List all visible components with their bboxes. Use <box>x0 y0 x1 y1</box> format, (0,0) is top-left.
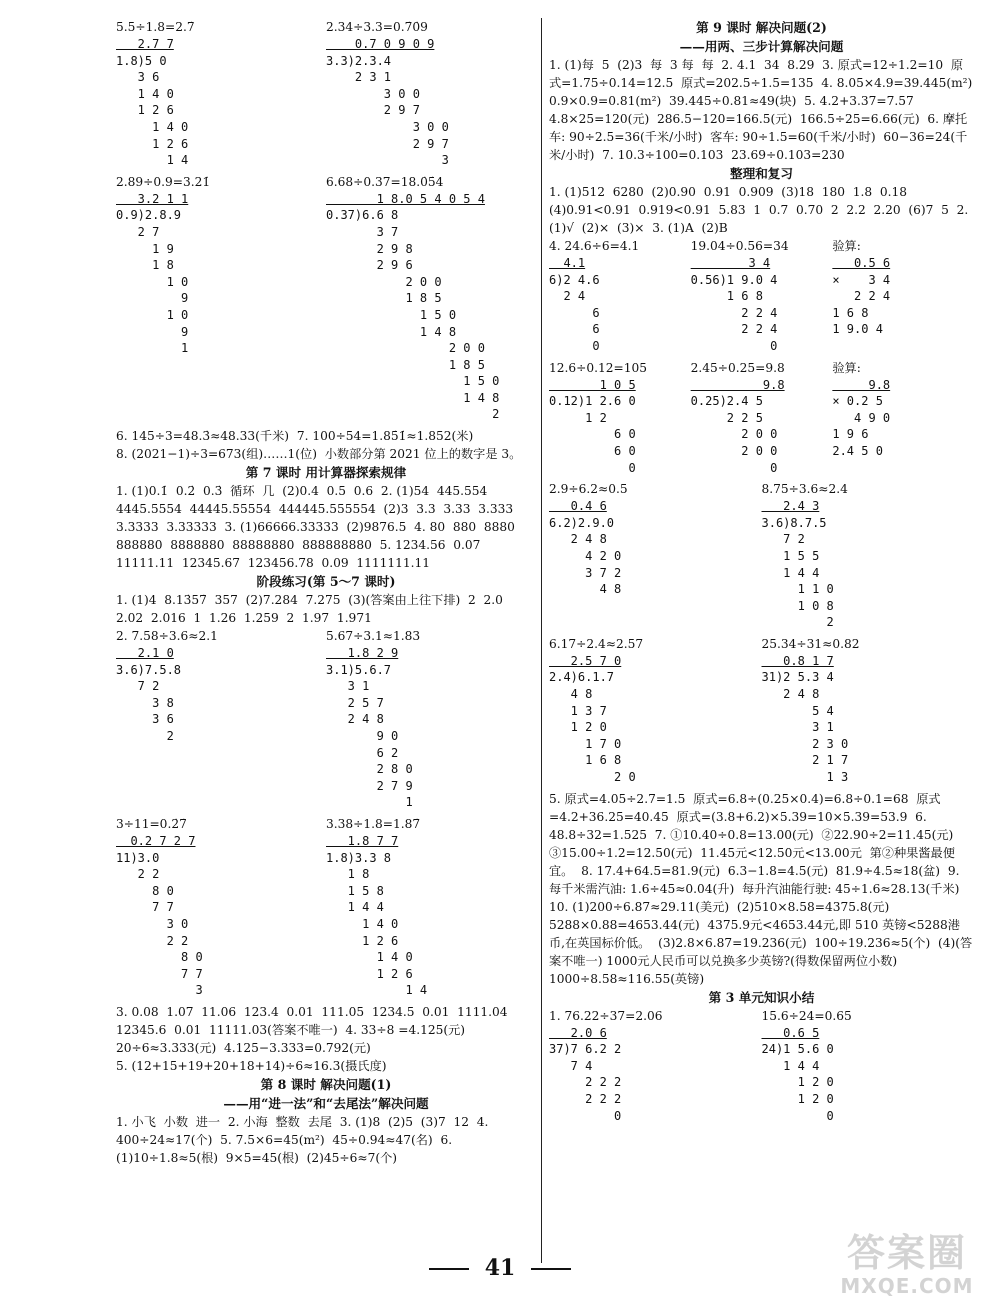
division-line: 2 7 <box>116 224 160 239</box>
division-item <box>549 635 762 786</box>
division-line: 2 3 0 <box>761 736 849 751</box>
division-line: 6 <box>549 305 600 320</box>
division-equation: 12.6÷0.12=105 <box>549 360 647 375</box>
division-line: 1 9 6 <box>832 427 869 442</box>
long-division <box>549 653 762 786</box>
division-line: 0 <box>690 338 778 353</box>
division-line: 2.4 3 <box>761 499 820 514</box>
answer-text: 1. 小飞 小数 进一 2. 小海 整数 去尾 3. (1)8 (2)5 (3)7 12 4. 400÷24≈17(个) 5. 7.5×6=45(m²) 45÷0.94≈47(名) 6. (1)10÷1.8≈5(根) 9×5=45(根) (2)45÷6≈7(个) <box>116 1114 493 1165</box>
section-heading: 第 3 单元知识小结 <box>708 989 815 1005</box>
division-line: 1 4 0 <box>326 916 399 931</box>
long-division <box>116 36 326 169</box>
division-line: 2 2 2 <box>549 1075 622 1090</box>
division-line: 1 8 <box>116 258 174 273</box>
long-division <box>762 653 975 786</box>
division-line: 2.4 5 0 <box>832 443 883 458</box>
division-line: 1 4 4 <box>761 565 820 580</box>
answer-text: 1. (1)每 5 (2)3 每 3 每 每 2. 4.1 34 8.29 3. 原式=12÷1.2=10 原式=1.75÷0.14=12.5 原式=202.5÷1.5=135 4. 8.05×4.9=39.445(m²) 0.9×0.9=0.81(m²) 39.445÷0.81≈49(块) 5. 4.2+3.37=7.57 4.8×25=120(元) 286.5−120=166.5(元) 166.5÷25=6.66(元) 6. 摩托车: 90÷2.5=36(千米/小时) 客车: 90÷1.5=60(千米/小时) 60−36=24(千米/小时) 7. 10.3÷100=0.103 23.69÷0.103=230 <box>549 58 981 162</box>
long-division <box>326 833 536 999</box>
division-line: 1 3 7 <box>549 703 607 718</box>
division-item <box>832 359 974 477</box>
division-line: 3 7 <box>326 224 399 239</box>
division-line: 1 0 5 <box>549 377 636 392</box>
division-line: 6.2)2.9.0 <box>549 515 615 530</box>
division-line: 9 <box>116 291 189 306</box>
division-line: 1.8 7 7 <box>326 834 399 848</box>
division-item <box>116 627 326 811</box>
long-division <box>116 833 326 999</box>
division-item <box>549 1007 762 1125</box>
division-line: 2 5 7 <box>326 695 384 710</box>
division-line: 2.4)6.1.7 <box>549 670 615 685</box>
division-line: 1 5 5 <box>761 548 820 563</box>
division-line: 2 2 2 <box>549 1092 622 1106</box>
division-line: 0.8 1 7 <box>761 653 834 668</box>
division-line: 3 0 <box>116 916 189 931</box>
division-line: 1 3 <box>761 770 849 785</box>
long-division <box>116 645 326 745</box>
division-line: 6 0 <box>549 443 636 458</box>
long-division <box>762 1025 975 1125</box>
division-equation: 2.45÷0.25=9.8 <box>690 360 785 375</box>
right-column <box>549 18 981 1128</box>
page-number: 41 <box>484 1255 516 1281</box>
division-equation: 3÷11=0.2̇7̇ <box>116 817 187 831</box>
long-division <box>116 191 326 357</box>
division-line: 0 <box>549 1108 622 1123</box>
division-line: 2 2 4 <box>832 289 891 304</box>
answer-text: 10. (1)200÷6.87≈29.11(美元) (2)510×8.58=4375.8(元) 5288×0.88=4653.44(元) 4375.9元<4653.44元,即 510 英镑<5288港币,在英国标价低。 (3)2.8×6.87=19.236(元) 100÷19.236≈5(个) (4)(答案不唯一) 1000元人民币可以兑换多少英镑?(得数保留两位小数) 1000÷8.58≈116.55(英镑) <box>549 899 973 986</box>
division-line: 1 4 0 <box>116 119 189 134</box>
division-line: 1 2 0 <box>761 1075 834 1090</box>
division-line: 1 8 <box>326 867 370 882</box>
division-line: 3 1 <box>326 679 370 694</box>
division-line: 24)1 5.6 0 <box>761 1042 834 1057</box>
division-line: 0.37)6.6 8 <box>326 208 399 223</box>
division-equation: 15.6÷24=0.65 <box>761 1008 852 1023</box>
division-line: 1 7 0 <box>549 736 622 751</box>
division-equation: 2. 7.58÷3.6≈2.1 <box>116 629 218 644</box>
division-line: 3 0 0 <box>326 86 420 101</box>
long-division <box>549 255 691 355</box>
division-item <box>762 635 975 786</box>
answer-text: 6. 145÷3=48.3̇≈48.33(千米) 7. 100÷54=1.85̇1̇≈1.852(米) <box>116 429 474 444</box>
division-line: 1 4 <box>326 983 428 998</box>
division-line: 2 4 8 <box>761 687 820 702</box>
division-line: 2 0 0 <box>690 443 778 458</box>
division-line: 2 8 0 <box>326 762 413 777</box>
division-equation: 2.34÷3.3=0.7̇0̇9 <box>326 20 428 34</box>
division-line: 4 9 0 <box>832 410 891 425</box>
division-line: 4.1 <box>549 256 586 270</box>
division-line: 3 4 <box>690 256 771 270</box>
section-heading: ——用“进一法”和“去尾法”解决问题 <box>223 1095 429 1111</box>
division-equation: 3.38÷1.8=1.87̇ <box>326 817 421 831</box>
division-item <box>326 173 536 423</box>
section-heading: 第 8 课时 解决问题(1) <box>260 1076 392 1092</box>
division-line: 0.4 6 <box>549 499 607 514</box>
division-line: 2.5 7 0 <box>549 653 622 668</box>
section-heading: 整理和复习 <box>730 166 793 181</box>
answer-text: 1. (1)512 6280 (2)0.90 0.91 0.909 (3)18 180 1.8 0.18 (4)0.91<0.91 0.919<0.91 5.83 1 0.7 0.70 2 2.2 2.20 (6)7 5 2. (1)√ (2)× (3)× 3. (1)A (2)B <box>549 185 973 235</box>
division-line: 2 0 0 <box>326 274 442 289</box>
division-line: 1 <box>326 795 413 810</box>
division-line: 0 <box>549 460 636 475</box>
division-line: 37)7 6.2 2 <box>549 1042 622 1057</box>
division-line: 1 4 8 <box>326 324 457 339</box>
division-line: 7 2 <box>116 679 160 694</box>
long-division <box>832 255 974 338</box>
check-label: 验算: <box>832 360 861 375</box>
division-equation: 6.68÷0.37=18.0̇5̇4 <box>326 174 444 189</box>
division-line: 3 7 2 <box>549 565 622 580</box>
division-equation: 8.75÷3.6≈2.4 <box>761 482 848 497</box>
division-line: 9.8 <box>832 377 891 392</box>
division-line: 7 7 <box>116 900 174 915</box>
division-line: 8 0 <box>116 950 203 965</box>
division-row <box>549 635 974 786</box>
division-item <box>691 359 833 477</box>
watermark-url: MXQE.COM <box>840 1274 974 1298</box>
division-line: 1 9 <box>116 241 174 256</box>
answer-text: 8. (2021−1)÷3=673(组)……1(位) 小数部分第 2021 位上的数字是 3。 <box>116 447 522 462</box>
division-line: 0.25)2.4 5 <box>690 394 763 409</box>
answer-text: 3. 0.08 1.07 11.06 123.4 0.01 111.05 1234.5 0.01 1111.04 12345.6 0.01 11111.03(答案不唯一) 4. 33÷8 =4.125(元) 20÷6≈3.333(元) 4.125−3.333=0.792(元) <box>116 1004 516 1055</box>
division-item <box>832 237 974 355</box>
division-line: 2 4 <box>549 289 586 304</box>
division-line: 3.6)8.7.5 <box>761 515 827 530</box>
division-line: 1 2 6 <box>116 136 189 151</box>
division-line: 2 4 8 <box>326 712 384 727</box>
division-line: 1 4 4 <box>761 1058 820 1073</box>
division-line: 2 0 0 <box>690 427 778 442</box>
division-row <box>549 237 974 355</box>
division-line: 0.9)2.8.9 <box>116 208 182 223</box>
division-line: 1 4 0 <box>326 950 413 965</box>
division-line: 1 2 6 <box>116 103 174 118</box>
division-row <box>116 815 536 999</box>
division-line: 1 <box>116 341 189 356</box>
division-line: 2.0 6 <box>549 1025 607 1040</box>
division-line: 1 1 0 <box>761 582 834 597</box>
division-line: 2 2 <box>116 867 160 882</box>
division-line: 3.6)7.5.8 <box>116 662 182 677</box>
division-line: 2 9 7 <box>326 136 449 151</box>
division-line: 7 2 <box>761 532 805 547</box>
division-line: 1 2 6 <box>326 933 399 948</box>
division-equation: 19.04÷0.56=34 <box>690 239 789 253</box>
long-division <box>549 498 762 598</box>
division-line: 1 2 0 <box>549 720 607 735</box>
division-item <box>691 237 833 355</box>
division-line: 2.1 0 <box>116 646 174 661</box>
division-line: 9 0 <box>326 729 399 744</box>
division-line: 2 1 7 <box>761 753 849 768</box>
long-division <box>549 1025 762 1125</box>
division-line: 1 0 8 <box>761 598 834 613</box>
division-line: 1 8.0 5 4 0 5 4 <box>326 191 485 206</box>
division-line: 3 6 <box>116 712 174 727</box>
division-equation: 2.89÷0.9=3.21̇ <box>116 174 211 189</box>
division-line: 2 0 <box>549 770 636 785</box>
division-line: 1 6 8 <box>690 289 763 304</box>
division-line: 0.56)1 9.0 4 <box>690 272 778 287</box>
division-line: 1 2 6 <box>326 966 413 981</box>
division-equation: 1. 76.22÷37=2.06 <box>549 1008 663 1023</box>
division-line: 6)2 4.6 <box>549 272 600 287</box>
footer-dash-left <box>429 1268 469 1270</box>
division-line: 1 4 <box>116 153 189 168</box>
division-line: 2 <box>761 615 834 630</box>
division-line: 2 4 8 <box>549 532 607 547</box>
long-division <box>762 498 975 631</box>
division-line: 2 2 4 <box>690 322 778 337</box>
division-line: 1.8 2 9 <box>326 646 399 661</box>
watermark-title: 答案圈 <box>846 1231 967 1275</box>
division-equation: 4. 24.6÷6=4.1 <box>549 239 640 253</box>
division-line: 2 9 7 <box>326 103 420 118</box>
division-line: 4 8 <box>549 687 593 702</box>
division-line: 3 <box>326 153 449 168</box>
division-line: 3 0 0 <box>326 119 449 134</box>
long-division <box>832 377 974 460</box>
division-line: 1.8)5 0 <box>116 53 167 68</box>
section-heading: 阶段练习(第 5～7 课时) <box>256 574 396 590</box>
division-line: 0 <box>761 1108 834 1123</box>
division-equation: 5.67÷3.1≈1.83 <box>326 629 421 644</box>
division-line: 0.6 5 <box>761 1025 820 1040</box>
division-line: 0 <box>690 460 778 475</box>
division-line: 2 7 9 <box>326 778 413 793</box>
division-line: 1 0 <box>116 274 189 289</box>
division-line: 0.5 6 <box>832 256 891 270</box>
division-row <box>116 627 536 811</box>
watermark-logo <box>832 1231 982 1301</box>
division-line: 4 8 <box>549 582 622 597</box>
division-item <box>762 480 975 631</box>
division-line: 3 <box>116 983 203 998</box>
division-line: 31)2 5.3 4 <box>761 670 834 685</box>
division-line: 2 9 8 <box>326 241 413 256</box>
column-divider <box>541 18 542 1263</box>
division-line: 9 <box>116 324 189 339</box>
division-equation: 2.9÷6.2≈0.5 <box>549 482 628 497</box>
division-line: 2.7 7 <box>116 37 174 51</box>
division-line: 6 <box>549 322 600 337</box>
division-line: 6 0 <box>549 427 636 442</box>
long-division <box>326 645 536 811</box>
division-line: 8 0 <box>116 883 174 898</box>
long-division <box>326 36 536 169</box>
division-row <box>116 18 536 169</box>
division-line: 1 5 0 <box>326 307 457 322</box>
division-line: 1 8 5 <box>326 357 485 372</box>
division-line: 2 3 1 <box>326 70 392 85</box>
division-line: 0 <box>549 338 600 353</box>
left-column <box>116 18 536 1167</box>
division-line: 2 2 4 <box>690 305 778 320</box>
division-line: × 3 4 <box>832 272 891 287</box>
division-item <box>116 173 326 423</box>
section-heading: ——用两、三步计算解决问题 <box>679 39 844 54</box>
division-line: 1 4 8 <box>326 390 500 405</box>
footer-dash-right <box>531 1268 571 1270</box>
division-line: 1 5 0 <box>326 374 500 389</box>
division-line: × 0.2 5 <box>832 394 883 409</box>
long-division <box>691 377 833 477</box>
division-equation: 25.34÷31≈0.82 <box>761 636 860 651</box>
division-item <box>326 627 536 811</box>
division-line: 1 4 4 <box>326 900 384 915</box>
division-line: 3 1 <box>761 720 834 735</box>
division-row <box>549 1007 974 1125</box>
division-item <box>116 815 326 999</box>
division-line: 7 4 <box>549 1058 593 1073</box>
division-line: 1 9.0 4 <box>832 322 883 337</box>
division-line: 2 0 0 <box>326 341 485 356</box>
division-item <box>326 18 536 169</box>
division-line: 1 2 <box>549 410 607 425</box>
division-item <box>549 237 691 355</box>
division-row <box>116 173 536 423</box>
division-line: 11)3.0 <box>116 850 160 865</box>
section-heading: 第 9 课时 解决问题(2) <box>696 20 827 35</box>
check-label: 验算: <box>832 239 861 253</box>
division-line: 3.2 1 1 <box>116 191 189 206</box>
division-line: 3 8 <box>116 695 174 710</box>
division-line: 2 9 6 <box>326 258 413 273</box>
division-line: 4 2 0 <box>549 548 622 563</box>
division-row <box>549 480 974 631</box>
answer-text: 1. (1)4 8.13̇57̇ 357 (2)7.284 7.275 (3)(答案由上往下排) 2 2.0 2.02 2.016 1 1.26 1.259 2 1.97 1.971 <box>116 593 511 626</box>
answer-text: 5. 原式=4.05÷2.7=1.5 原式=6.8÷(0.25×0.4)=6.8÷0.1=68 原式=4.2+36.25=40.45 原式=(3.8+6.2)×5.39=10×5.39=53.9 6. 48.8÷32=1.525 7. ①10.40÷0.8=13.00(元) ②22.90÷2=11.45(元) ③15.00÷1.2=12.50(元) 11.45元<12.50元<13.00元 第②种果酱最便宜。 8. 17.4+64.5=81.9(元) 6.3−1.8=4.5(元) 81.9÷4.5≈18(盆) 9. 每千米需汽油: 1.6÷45≈0.04(升) 每升汽油能行驶: 45÷1.6≈28.13(千米) <box>549 791 964 896</box>
division-line: 1 0 <box>116 307 189 322</box>
division-line: 1 8 5 <box>326 291 442 306</box>
division-line: 0.7 0 9 0 9 <box>326 37 435 51</box>
division-line: 3 6 <box>116 70 160 85</box>
division-equation: 5.5÷1.8=2.7̇ <box>116 20 195 34</box>
long-division <box>326 191 536 423</box>
division-line: 9.8 <box>690 377 785 392</box>
division-row <box>549 359 974 477</box>
division-line: 2 <box>326 407 500 422</box>
division-line: 7 7 <box>116 966 203 981</box>
division-item <box>116 18 326 169</box>
division-item <box>549 480 762 631</box>
division-line: 2 2 <box>116 933 189 948</box>
division-line: 2 <box>116 729 174 744</box>
division-line: 3.1)5.6.7 <box>326 662 392 677</box>
answer-text: 1. (1)0.1̇ 0.2̇ 0.3̇ 循环 几 (2)0.4 0.5 0.6 2. (1)54 445.554 4445.5554 44445.55554 444445.555554 (2)3 3.3 3.33 3.333 3.3333 3.33333 3. (1)66666.33333 (2)9876.5 4. 80 880 8880 888880 8888880 88888880 888888880 5. 1234.56 0.07 11111.11 12345.67 123456.78 0.09 1111111.11 <box>116 484 523 571</box>
division-line: 1 5 8 <box>326 883 384 898</box>
division-line: 1 6 8 <box>832 305 869 320</box>
division-line: 5 4 <box>761 703 834 718</box>
long-division <box>549 377 691 477</box>
long-division <box>691 255 833 355</box>
division-line: 6 2 <box>326 745 399 760</box>
division-line: 1 4 0 <box>116 86 174 101</box>
answer-text: 5. (12+15+19+20+18+14)÷6≈16.3(摄氏度) <box>116 1058 387 1073</box>
division-line: 3.3)2.3.4 <box>326 53 392 68</box>
division-item <box>326 815 536 999</box>
division-line: 2 2 5 <box>690 410 763 425</box>
division-line: 1.8)3.3 8 <box>326 850 392 865</box>
division-line: 1 6 8 <box>549 753 622 768</box>
division-line: 0.2 7 2 7 <box>116 834 196 848</box>
division-item <box>762 1007 975 1125</box>
division-line: 1 2 0 <box>761 1092 834 1106</box>
division-line: 0.12)1 2.6 0 <box>549 394 636 409</box>
section-heading: 第 7 课时 用计算器探索规律 <box>245 465 407 481</box>
division-item <box>549 359 691 477</box>
spacer <box>549 1124 974 1128</box>
division-equation: 6.17÷2.4≈2.57 <box>549 636 644 651</box>
